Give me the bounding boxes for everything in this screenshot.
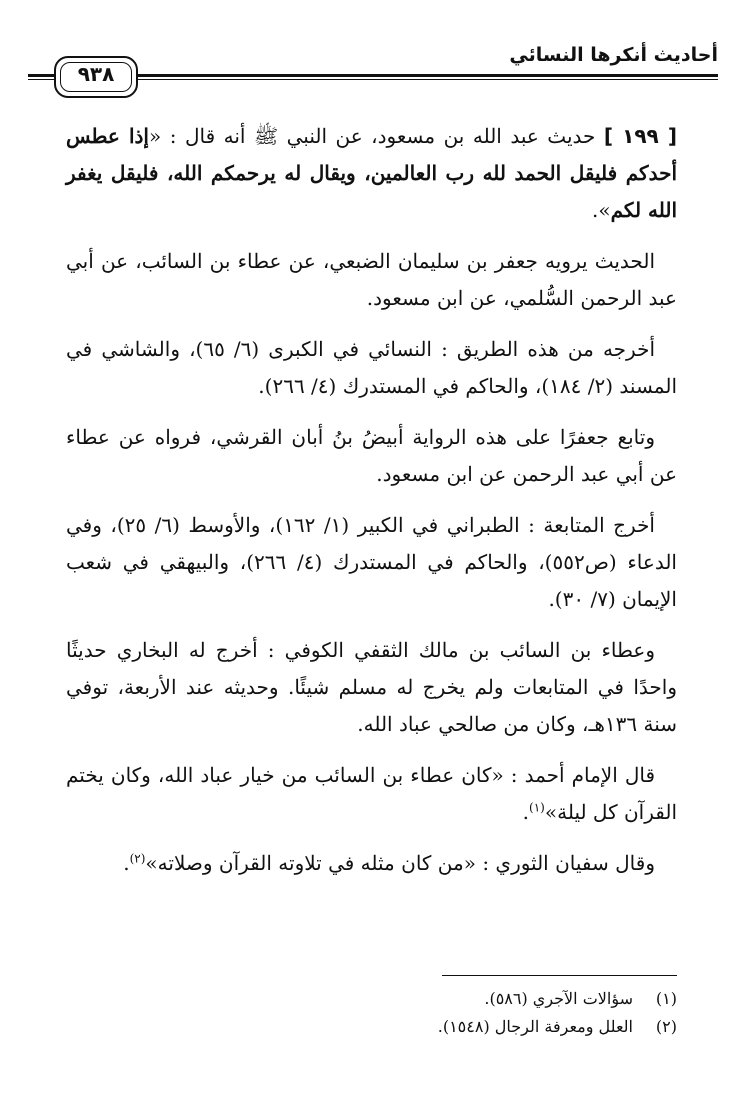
running-title: أحاديث أنكرها النسائي xyxy=(509,44,718,66)
hadith-intro: حديث عبد الله بن مسعود، عن النبي ﷺ أنه قال : « xyxy=(148,124,604,148)
ahmad-quote-text: قال الإمام أحمد : «كان عطاء بن السائب من خيار عباد الله، وكان يختم القرآن كل ليلة» xyxy=(66,763,677,824)
page-number: ٩٣٨ xyxy=(77,62,115,86)
page-number-frame xyxy=(54,56,138,98)
thawri-quote-text: وقال سفيان الثوري : «من كان مثله في تلاوته القرآن وصلاته» xyxy=(145,851,655,875)
page-header xyxy=(28,38,718,98)
paragraph-thawri-quote xyxy=(66,845,677,882)
main-text xyxy=(66,118,677,896)
footnote-2 xyxy=(66,1013,677,1041)
paragraph-ata-bio: وعطاء بن السائب بن مالك الثقفي الكوفي : أخرج له البخاري حديثًا واحدًا في المتابعات ولم يخرج له مسلم شيئًا. وحديثه عند الأربعة، توفي سنة ١٣٦هـ، وكان من صالحي عباد الله. xyxy=(66,638,677,736)
footnote-1 xyxy=(66,985,677,1013)
paragraph-hadith xyxy=(66,118,677,229)
ahmad-quote-tail: . xyxy=(522,800,530,824)
paragraph-mutabaa: وتابع جعفرًا على هذه الرواية أبيضُ بنُ أبان القرشي، فرواه عن عطاء عن أبي عبد الرحمن عن ابن مسعود. xyxy=(66,425,677,486)
footnote-text-2: العلل ومعرفة الرجال (١٥٤٨). xyxy=(437,1017,633,1036)
hadith-matn: إذا عطس أحدكم فليقل الحمد لله رب العالمين، ويقال له يرحمكم الله، فليقل يغفر الله لكم xyxy=(66,124,678,222)
thawri-quote-tail: . xyxy=(123,851,130,875)
paragraph-ahmad-quote xyxy=(66,757,677,831)
paragraph-takhrij: أخرجه من هذه الطريق : النسائي في الكبرى (٦/ ٦٥)، والشاشي في المسند (٢/ ١٨٤)، والحاكم في المستدرك (٤/ ٢٦٦). xyxy=(66,337,677,398)
footnote-mark-2: (٢) xyxy=(655,1017,677,1036)
footnote-mark-1: (١) xyxy=(655,989,677,1008)
footnote-text-1: سؤالات الآجري (٥٨٦). xyxy=(484,989,633,1008)
hadith-tail: ». xyxy=(592,198,611,222)
footnote-separator xyxy=(442,975,677,976)
footnote-ref-2[interactable]: (٢) xyxy=(129,851,146,866)
footnote-ref-1[interactable]: (١) xyxy=(529,800,545,815)
paragraph-mutabaa-takhrij: أخرج المتابعة : الطبراني في الكبير (١/ ١٦٢)، والأوسط (٦/ ٢٥)، وفي الدعاء (ص٥٥٢)، والحاكم في المستدرك (٤/ ٢٦٦)، والبيهقي في شعب الإيمان (٧/ ٣٠). xyxy=(66,513,677,611)
footnotes xyxy=(66,985,677,1041)
paragraph-isnad: الحديث يرويه جعفر بن سليمان الضبعي، عن عطاء بن السائب، عن أبي عبد الرحمن السُّلمي، عن ابن مسعود. xyxy=(66,249,677,310)
hadith-number: [ ١٩٩ ] xyxy=(603,124,677,148)
